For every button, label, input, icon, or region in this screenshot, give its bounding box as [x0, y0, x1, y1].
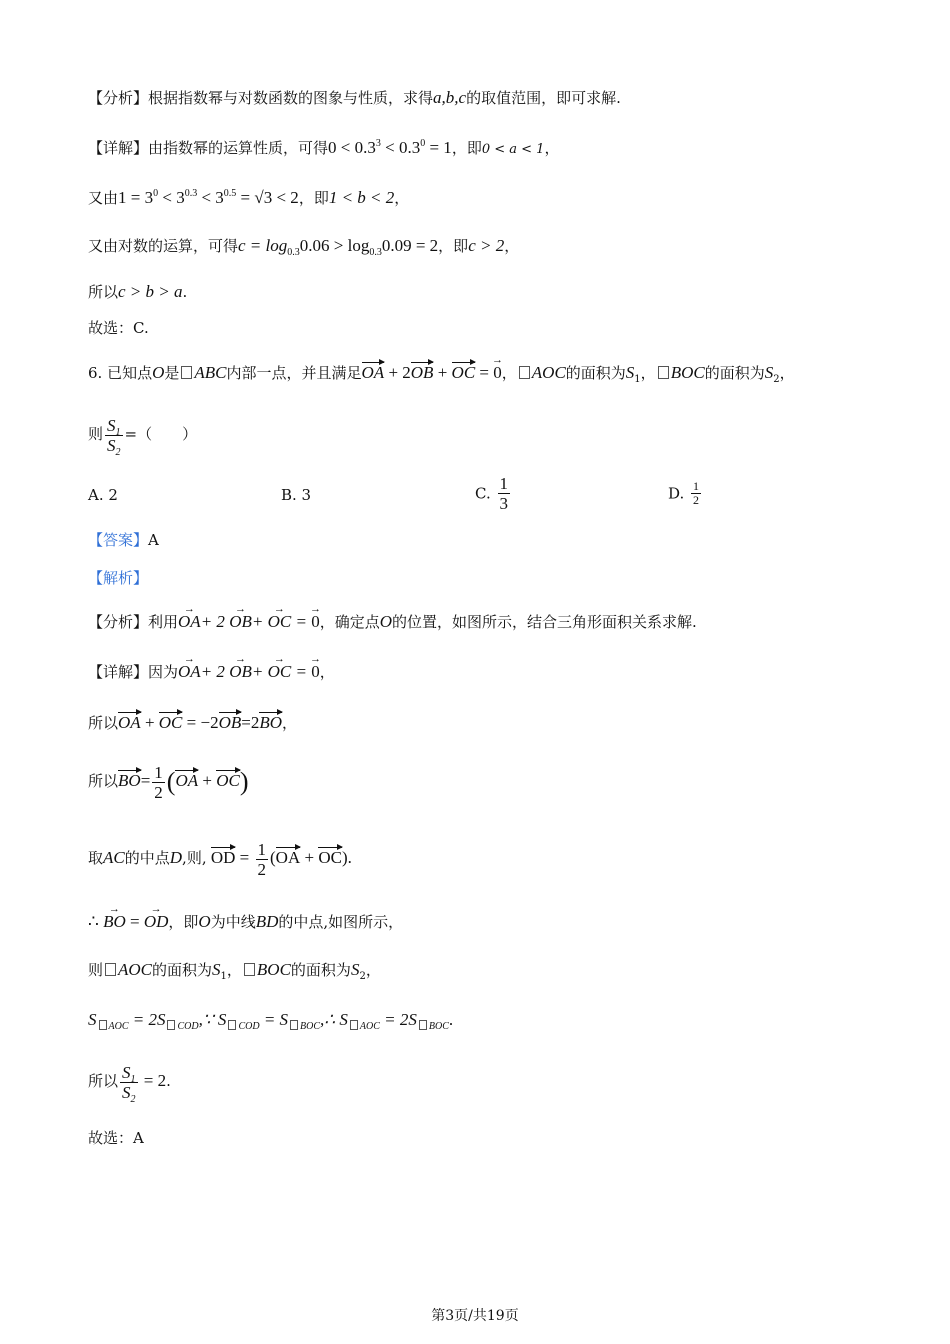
choice-line-1: 故选：C.: [88, 319, 149, 337]
s1-sub: 1: [634, 374, 641, 385]
option-a[interactable]: A. 2: [88, 486, 118, 504]
analysis-text: 的位置，如图所示，结合三角形面积关系求解.: [392, 613, 697, 631]
step-text: 的面积为: [290, 961, 351, 979]
ratio-fraction: [120, 1062, 138, 1105]
vector-bo: BO: [118, 771, 141, 790]
analysis-text-end: 的取值范围，即可求解.: [466, 89, 621, 107]
question-number: 6. 已知点: [88, 364, 153, 382]
op: =: [140, 771, 151, 790]
num-s: S: [122, 1062, 131, 1082]
op: =2: [241, 713, 260, 732]
op: ).: [341, 848, 352, 867]
fraction-num: 1: [693, 479, 700, 493]
tri-boc: BOC: [670, 363, 705, 382]
fraction-num: [105, 416, 123, 436]
den-sub: 2: [115, 446, 121, 458]
tri-aoc: AOC: [531, 363, 566, 382]
punct: ，: [226, 961, 242, 979]
step-text: ，即: [168, 913, 199, 931]
detail-pre: 因为: [148, 663, 179, 681]
q-text: 的面积为: [704, 364, 765, 382]
punct: .: [448, 1010, 454, 1029]
ineq-part: = 1: [425, 138, 452, 157]
step-pre: 取: [88, 849, 104, 867]
vector-oc: OC: [451, 363, 476, 382]
sub-aoc: AOC: [108, 1021, 129, 1032]
step-1-eq: OA + OC = −2OB=2BO: [118, 713, 283, 732]
punct: ，: [779, 364, 795, 382]
step-text: 为中线: [210, 913, 256, 931]
step-pre: 则: [88, 961, 104, 979]
step-text: 的面积为: [152, 961, 213, 979]
solution-analysis: [88, 612, 697, 632]
order-line: [88, 282, 187, 302]
fraction-num: 1: [257, 839, 266, 859]
analysis-header: 【解析】: [88, 569, 149, 587]
segment-ac: AC: [103, 848, 125, 867]
segment-bd: BD: [255, 912, 279, 931]
point-o: O: [379, 612, 392, 631]
ineq-part: 0 < 0.3: [328, 138, 376, 157]
analysis-text: 根据指数幂与对数函数的图象与性质，求得: [148, 89, 434, 107]
option-b[interactable]: B. 3: [281, 486, 312, 504]
connector: ，即: [451, 139, 482, 157]
q-text: 则: [88, 425, 104, 443]
ineq-exp: 3: [375, 138, 381, 149]
step-pre: 所以: [88, 772, 119, 790]
step-2-eq: BO= $\frac{1}{2}$ (OA + OC): [118, 762, 249, 802]
op: =: [475, 363, 494, 382]
op: ,∵ S: [198, 1010, 227, 1029]
punct: ，: [504, 237, 520, 255]
op: = 2: [139, 1071, 167, 1090]
sub-aoc: AOC: [359, 1021, 380, 1032]
fraction-den: 3: [499, 494, 508, 513]
q-text: 是: [164, 364, 180, 382]
vector-bo: → BO: [103, 912, 126, 932]
option-c-label: C.: [475, 484, 491, 503]
eq-part: < 3: [158, 188, 185, 207]
analysis-vars: a,b,c: [433, 88, 467, 107]
vector-od: OD: [210, 848, 236, 867]
q-text: 内部一点，并且满足: [226, 364, 362, 382]
s1: S: [212, 960, 221, 979]
vector-oc: OC: [318, 848, 342, 867]
detail-line-1: [88, 138, 559, 160]
triangle-icon: [244, 963, 255, 976]
triangle-icon: [105, 963, 116, 976]
punct: ，: [544, 139, 560, 157]
eq-exp: 0.5: [223, 188, 237, 199]
sub-boc: BOC: [428, 1021, 449, 1032]
step-pre: 所以: [88, 714, 119, 732]
op: (: [270, 848, 276, 867]
op: +: [433, 363, 452, 382]
fraction-den: [105, 435, 123, 458]
order-expr: c > b > a: [118, 282, 183, 301]
tri-abc: ABC: [194, 363, 227, 382]
eq-part: 1 = 3: [118, 188, 154, 207]
op: =: [235, 848, 254, 867]
step-text: 的中点: [124, 849, 170, 867]
eq-sub: 0.3: [287, 247, 300, 258]
punct: .: [182, 283, 188, 301]
detail-line-b: [88, 188, 409, 208]
option-d-fraction: [691, 480, 701, 507]
fraction-den: 2: [257, 859, 266, 879]
therefore: ∴: [88, 912, 104, 931]
step-6-eq: [88, 1010, 454, 1032]
answer-line: [88, 530, 159, 550]
punct: ，: [394, 189, 410, 207]
step-6: [88, 1010, 453, 1030]
num-sub: 1: [130, 1073, 136, 1085]
step-4-eq: [103, 912, 168, 931]
step-5: [88, 960, 381, 980]
connector: ，即: [438, 237, 469, 255]
step-2: [88, 758, 249, 805]
s1: S: [625, 363, 635, 382]
question-6-line2: [88, 412, 197, 456]
punct: ，: [501, 364, 517, 382]
line-c-pre: 又由对数的运算，可得: [88, 237, 239, 255]
detail-equation: → OA+ 2 → OB+ → OC = → 0: [178, 662, 320, 681]
step-pre: 所以: [88, 1072, 119, 1090]
step-4: [88, 912, 403, 932]
step-1: [88, 712, 297, 733]
detail-line-c: [88, 236, 519, 256]
eq-part: 0.09 = 2: [381, 236, 439, 255]
sub-cod: COD: [238, 1021, 260, 1032]
s2-sub: 2: [773, 374, 780, 385]
den-s: S: [122, 1082, 131, 1102]
detail-label: 【详解】: [88, 663, 149, 681]
tri-aoc: AOC: [118, 960, 153, 979]
analysis-line-1: [88, 88, 621, 108]
s2: S: [764, 363, 774, 382]
question-6-stem: [88, 362, 795, 383]
num-s: S: [107, 415, 116, 435]
eq-exp: 0: [153, 188, 159, 199]
option-c-fraction: [498, 474, 511, 513]
fraction-num: 1: [499, 474, 508, 493]
op: + 2: [384, 363, 411, 382]
detail-text: 由指数幂的运算性质，可得: [148, 139, 329, 157]
option-d[interactable]: [668, 480, 703, 507]
triangle-icon: [519, 366, 530, 379]
num-sub: 1: [115, 426, 121, 438]
op: ,∴ S: [320, 1010, 348, 1029]
punct: ，: [640, 364, 656, 382]
line-c-eq: [238, 236, 439, 258]
ratio-fraction: [105, 415, 123, 458]
a-range: 0 < a < 1: [481, 142, 545, 157]
vector-ob: OB: [410, 363, 434, 382]
ineq-part: < 0.3: [380, 138, 421, 157]
analysis-equation: → OA+ 2 → OB+ → OC = → 0: [178, 612, 320, 631]
analysis-text: ，确定点: [319, 613, 380, 631]
vector-oa: OA: [275, 848, 301, 867]
analysis-label: 【分析】: [88, 89, 149, 107]
op: = S: [259, 1010, 289, 1029]
fraction-den: 2: [154, 782, 163, 802]
detail-label: 【详解】: [88, 139, 149, 157]
q-text: 的面积为: [565, 364, 626, 382]
s1-sub: 1: [220, 971, 227, 982]
line-b-pre: 又由: [88, 189, 119, 207]
vector-equation: [362, 363, 502, 382]
step-text: 的中点,如图所示，: [278, 913, 404, 931]
op: +: [140, 713, 159, 732]
page-footer: 第3页/共19页: [431, 1308, 519, 1324]
zero-vector: → 0: [493, 363, 502, 383]
vector-oa: OA: [361, 363, 385, 382]
fraction-den: 2: [693, 493, 700, 507]
sub-boc: BOC: [300, 1021, 321, 1032]
s2: S: [350, 960, 360, 979]
fraction-num: [120, 1063, 138, 1083]
eq-part: 0.06 > log: [299, 236, 370, 255]
den-s: S: [107, 435, 116, 455]
op: = −2: [182, 713, 219, 732]
analysis-label: 【分析】: [88, 613, 149, 631]
sub-cod: COD: [177, 1021, 199, 1032]
s2-sub: 2: [359, 971, 366, 982]
q-blank: =（ ）: [124, 425, 198, 443]
op: = 2S: [379, 1010, 417, 1029]
punct: ，: [282, 714, 298, 732]
c-range: c > 2: [468, 236, 505, 255]
fraction-den: [120, 1082, 138, 1105]
fraction-num: 1: [154, 762, 163, 782]
area-s: S: [88, 1010, 97, 1029]
point-d: D: [169, 848, 183, 867]
order-pre: 所以: [88, 283, 119, 301]
half-fraction: [256, 840, 269, 879]
op: = 2S: [128, 1010, 166, 1029]
connector: ，即: [298, 189, 329, 207]
step-text: ,则,: [182, 849, 207, 867]
point-o: O: [152, 363, 165, 382]
den-sub: 2: [130, 1093, 136, 1105]
op: +: [300, 848, 319, 867]
step-3: [88, 836, 352, 880]
eq-exp: 0.3: [184, 188, 198, 199]
punct: ，: [365, 961, 381, 979]
answer-label: 【答案】: [88, 531, 149, 549]
eq-sub: 0.3: [369, 247, 382, 258]
eq-part: < 3: [197, 188, 224, 207]
step-3-eq: [207, 839, 352, 879]
analysis-pre: 利用: [148, 613, 179, 631]
punct: .: [166, 1072, 171, 1090]
answer-value: A: [148, 531, 159, 549]
solution-detail: [88, 662, 335, 682]
b-range: 1 < b < 2: [328, 188, 395, 207]
punct: ，: [319, 663, 335, 681]
eq-part: c = log: [238, 236, 288, 255]
triangle-icon: [658, 366, 669, 379]
ineq-exp: 0: [420, 138, 426, 149]
point-o: O: [198, 912, 211, 931]
line-b-eq: [118, 188, 299, 207]
step-7: [88, 1058, 171, 1104]
half-fraction: [152, 763, 165, 802]
vector-od: → OD: [144, 912, 169, 932]
option-c[interactable]: [475, 474, 512, 513]
triangle-icon: [181, 366, 192, 379]
eq-part: = √3 < 2: [236, 188, 299, 207]
option-d-label: D.: [668, 484, 685, 503]
choice-line-2: 故选：A: [88, 1129, 144, 1147]
op: =: [125, 912, 144, 931]
detail-ineq: [328, 138, 452, 157]
tri-boc: BOC: [256, 960, 291, 979]
